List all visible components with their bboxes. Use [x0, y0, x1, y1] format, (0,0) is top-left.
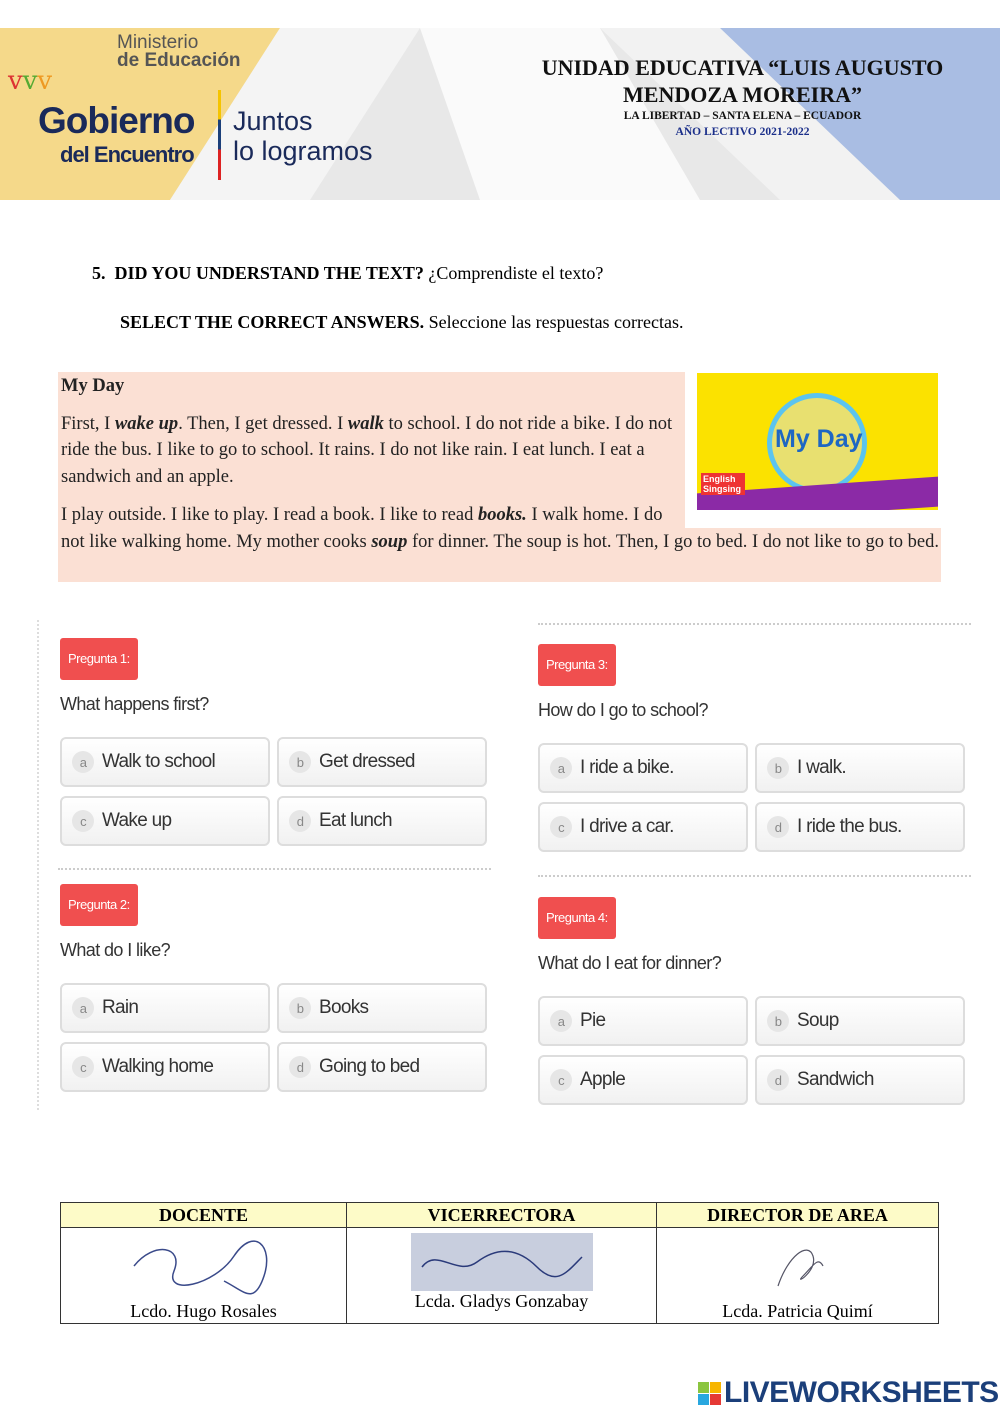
story — [61, 373, 941, 555]
option-letter: c — [72, 1056, 94, 1078]
answer-option-a[interactable] — [538, 743, 748, 793]
signature-cell — [657, 1228, 939, 1324]
option-letter: a — [72, 997, 94, 1019]
question-badge: Pregunta 1: — [60, 638, 138, 680]
text: for dinner. The soup is hot. Then, I go to bed. I do not like to go to bed. — [407, 531, 939, 552]
answer-option-d[interactable] — [755, 1055, 965, 1105]
option-label: Pie — [580, 1010, 606, 1031]
instruction-number: 5. — [92, 263, 106, 283]
gov-line2: del Encuentro — [60, 142, 194, 167]
signature-image — [124, 1236, 284, 1296]
option-letter: d — [767, 1069, 789, 1091]
answer-option-a[interactable] — [538, 996, 748, 1046]
signature-cell — [61, 1228, 347, 1324]
text: to school. I do not ride a bike. I do not ride the bus. I like to go to school. It rains. I do not like rain. I eat lunch. I eat a sandwich and an apple. — [61, 413, 673, 487]
option-label: Books — [319, 997, 369, 1018]
signature-image — [411, 1233, 593, 1291]
option-label: Going to bed — [319, 1056, 420, 1077]
question-1 — [40, 626, 490, 866]
divider — [538, 623, 971, 625]
emphasis: walk — [347, 413, 384, 434]
ministry-logo — [117, 34, 241, 70]
option-label: Walking home — [102, 1056, 214, 1077]
option-letter: d — [767, 816, 789, 838]
option-letter: c — [72, 810, 94, 832]
answer-option-a[interactable] — [60, 737, 270, 787]
school-location: LA LIBERTAD – SANTA ELENA – ECUADOR — [623, 110, 862, 122]
divider — [58, 868, 491, 870]
signature-table — [60, 1202, 939, 1324]
signer-name: Lcda. Gladys Gonzabay — [414, 1291, 589, 1311]
liveworksheets-logo — [698, 1376, 999, 1410]
header-director: DIRECTOR DE AREA — [657, 1203, 939, 1228]
answer-option-c[interactable] — [60, 1042, 270, 1092]
school-name-1: UNIDAD EDUCATIVA “LUIS AUGUSTO — [541, 55, 944, 80]
option-label: I ride a bike. — [580, 757, 674, 778]
instruction-title-es: ¿Comprendiste el texto? — [423, 263, 604, 283]
question-3 — [518, 632, 968, 872]
logo-icon — [698, 1382, 721, 1405]
question-badge: Pregunta 4: — [538, 897, 616, 939]
answer-option-b[interactable] — [277, 737, 487, 787]
option-letter: b — [767, 1010, 789, 1032]
answer-option-a[interactable] — [60, 983, 270, 1033]
story-title: My Day — [61, 376, 125, 396]
question-badge: Pregunta 2: — [60, 884, 138, 926]
option-letter: c — [550, 816, 572, 838]
option-label: Get dressed — [319, 751, 415, 772]
question-text: How do I go to school? — [538, 700, 708, 720]
option-label: Rain — [102, 997, 139, 1018]
question-text: What do I like? — [60, 940, 171, 960]
text: I walk home. I do not like walking home. My mother cooks — [61, 505, 663, 552]
instruction-sub-es: Seleccione las respuestas correctas. — [424, 312, 684, 332]
option-letter: b — [289, 751, 311, 773]
answer-option-b[interactable] — [755, 743, 965, 793]
text: First, I — [61, 413, 115, 434]
answer-option-c[interactable] — [538, 1055, 748, 1105]
emphasis: books. — [477, 505, 527, 525]
option-letter: b — [767, 757, 789, 779]
gobierno-logo — [38, 100, 194, 168]
answer-option-d[interactable] — [277, 796, 487, 846]
option-letter: c — [550, 1069, 572, 1091]
ministry-line2: de Educación — [117, 50, 241, 71]
sunburst-icon: vvv — [8, 66, 53, 96]
text: I play outside. I like to play. I read a book. I like to read — [61, 505, 478, 525]
question-text: What happens first? — [60, 694, 209, 714]
gov-line1: Gobierno — [38, 100, 195, 141]
option-letter: d — [289, 1056, 311, 1078]
answer-option-c[interactable] — [60, 796, 270, 846]
answer-option-c[interactable] — [538, 802, 748, 852]
divider — [538, 875, 971, 877]
header-banner — [0, 28, 1000, 200]
image-brand: English Singsing — [701, 473, 745, 495]
slogan-line1: Juntos — [233, 106, 313, 136]
emphasis: soup — [371, 531, 408, 552]
option-letter: b — [289, 997, 311, 1019]
image-title: My Day — [775, 425, 863, 453]
image-space — [685, 373, 941, 528]
question-badge: Pregunta 3: — [538, 644, 616, 686]
option-label: I ride the bus. — [797, 816, 902, 837]
school-info — [490, 54, 995, 140]
header-vicerrectora: VICERRECTORA — [347, 1203, 657, 1228]
answer-option-b[interactable] — [277, 983, 487, 1033]
instruction-title — [92, 263, 603, 284]
option-label: Apple — [580, 1069, 626, 1090]
answer-option-b[interactable] — [755, 996, 965, 1046]
brand-name: LIVEWORKSHEETS — [724, 1376, 999, 1409]
instruction-subtitle — [120, 312, 684, 333]
option-label: I walk. — [797, 757, 846, 778]
answer-option-d[interactable] — [755, 802, 965, 852]
divider — [37, 620, 39, 1110]
question-2 — [40, 872, 490, 1112]
option-letter: a — [550, 1010, 572, 1032]
option-label: Wake up — [102, 810, 172, 831]
question-4 — [518, 885, 968, 1125]
option-label: I drive a car. — [580, 816, 674, 837]
slogan — [233, 106, 373, 166]
signature-cell — [347, 1228, 657, 1324]
instruction-sub-en: SELECT THE CORRECT ANSWERS. — [120, 312, 425, 332]
option-label: Eat lunch — [319, 810, 392, 831]
option-letter: d — [289, 810, 311, 832]
option-label: Walk to school — [102, 751, 216, 772]
instruction-title-en: DID YOU UNDERSTAND THE TEXT? — [114, 263, 424, 283]
text: . Then, I get dressed. I — [178, 413, 348, 434]
school-year: AÑO LECTIVO 2021-2022 — [675, 126, 810, 138]
signer-name: Lcdo. Hugo Rosales — [130, 1301, 277, 1321]
question-text: What do I eat for dinner? — [538, 953, 722, 973]
slogan-line2: lo logramos — [233, 136, 373, 166]
answer-option-d[interactable] — [277, 1042, 487, 1092]
option-label: Sandwich — [797, 1069, 874, 1090]
flag-divider — [218, 90, 221, 180]
signature-image — [758, 1236, 838, 1296]
school-name-2: MENDOZA MOREIRA” — [623, 82, 862, 107]
option-letter: a — [550, 757, 572, 779]
emphasis: wake up — [114, 413, 179, 434]
header-docente: DOCENTE — [61, 1203, 347, 1228]
option-label: Soup — [797, 1010, 839, 1031]
option-letter: a — [72, 751, 94, 773]
signer-name: Lcda. Patricia Quimí — [722, 1301, 873, 1321]
ministry-line1: Ministerio — [117, 32, 199, 53]
